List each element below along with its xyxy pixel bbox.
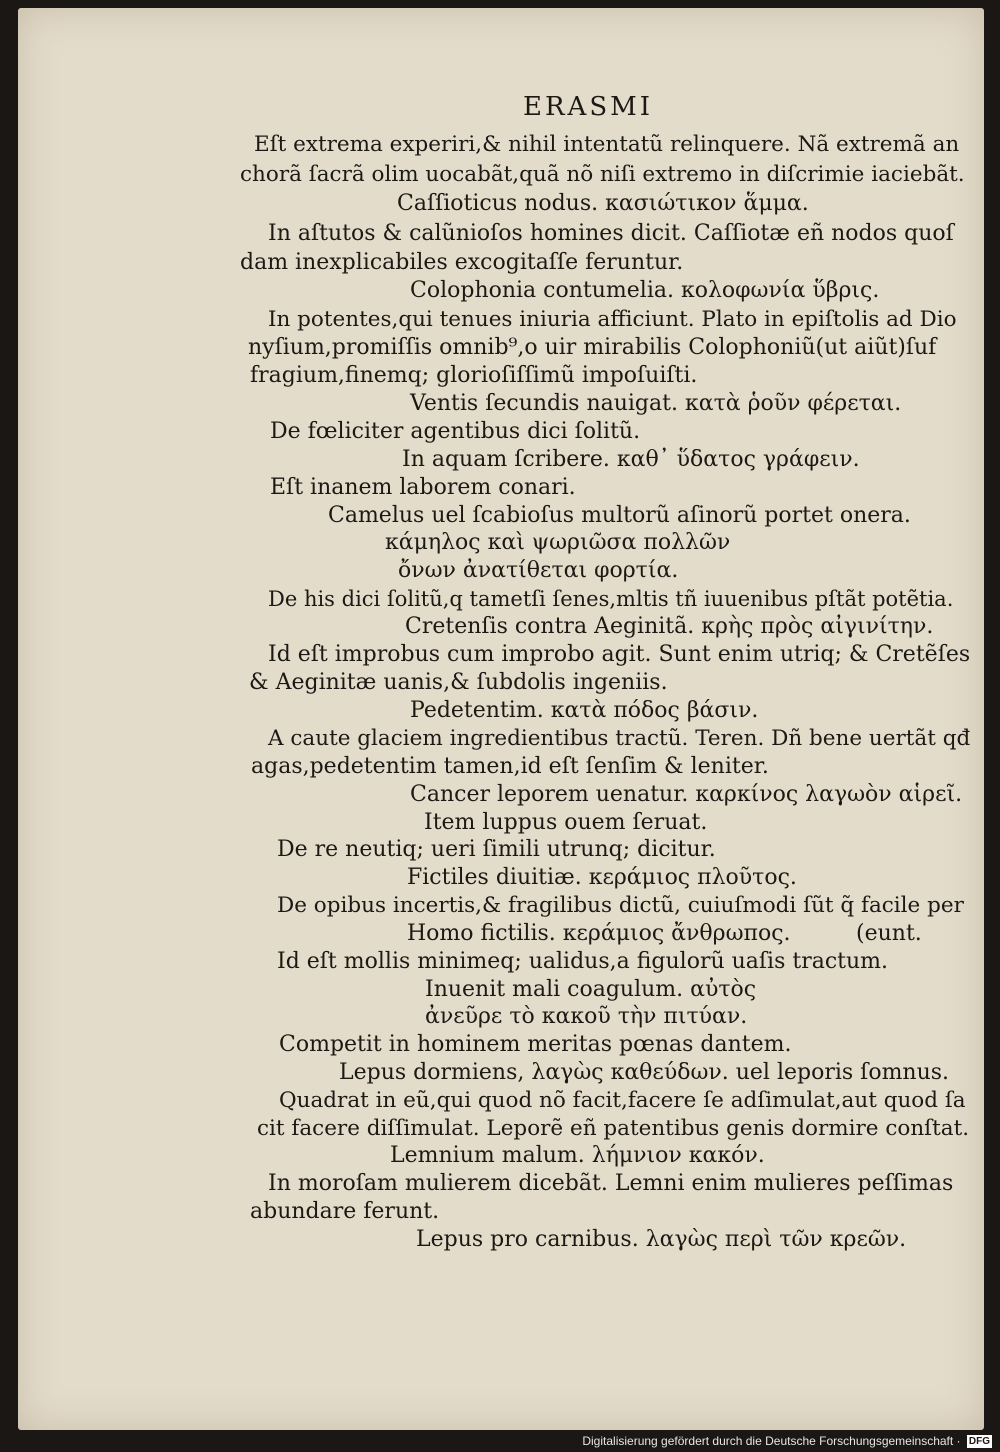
- text-line: De opibus incertis,& fragilibus dictũ, cuiuſmodi ſũt q̃ facile per: [277, 893, 964, 918]
- text-line: A caute glaciem ingredientibus tractũ. Teren. Dñ bene uertãt qđ: [268, 726, 971, 751]
- text-line: Colophonia contumelia. κολοφωνία ὕβρις.: [410, 278, 880, 303]
- text-line: Competit in hominem meritas pœnas dantem.: [279, 1032, 792, 1057]
- text-line: Homo fictilis. κεράμιος ἄνθρωπος.: [407, 921, 791, 946]
- text-line: Cancer leporem uenatur. καρκίνος λαγωὸν αἱρεῖ.: [410, 782, 963, 807]
- text-line: Eſt inanem laborem conari.: [270, 475, 576, 500]
- text-line: Cretenſis contra Aeginitã. κρὴς πρὸς αἰγινίτην.: [405, 614, 934, 639]
- text-line: Fictiles diuitiæ. κεράμιος πλοῦτος.: [407, 865, 797, 890]
- text-line: In potentes,qui tenues iniuria afficiunt. Plato in epiſtolis ad Dio: [268, 307, 957, 332]
- text-line: Camelus uel ſcabioſus multorũ aſinorũ portet onera.: [328, 503, 911, 528]
- text-line: nyſium,promiſſis omnib⁹,o uir mirabilis Colophoniũ(ut aiũt)ſuf: [248, 335, 937, 360]
- text-line: De his dici ſolitũ,q tametſi ſenes,mltis tñ iuuenibus pſtãt potẽtia.: [268, 587, 954, 611]
- text-line: De re neutiq; ueri ſimili utrunq; dicitur.: [277, 837, 716, 862]
- text-line: Ventis ſecundis nauigat. κατὰ ῥοῦν φέρεται.: [410, 391, 902, 416]
- text-line: Inuenit mali coagulum. αὐτὸς: [425, 977, 757, 1002]
- text-line: (eunt.: [856, 921, 922, 946]
- text-line: Eſt extrema experiri,& nihil intentatũ relinquere. Nã extremã an: [254, 132, 960, 157]
- text-line: De fœliciter agentibus dici ſolitũ.: [270, 419, 641, 444]
- text-line: & Aeginitæ uanis,& ſubdolis ingeniis.: [249, 670, 668, 695]
- text-line: Id eſt improbus cum improbo agit. Sunt enim utriq; & Cretẽſes: [268, 642, 971, 667]
- text-line: fragium,finemq; glorioſiſſimũ impoſuiſti.: [250, 363, 698, 388]
- text-line: In aquam ſcribere. καθ᾽ ὕδατος γράφειν.: [402, 447, 860, 472]
- digitization-credit: Digitalisierung gefördert durch die Deutsche Forschungsgemeinschaft · DFG: [582, 1434, 990, 1448]
- text-line: dam inexplicabiles excogitaſſe feruntur.: [240, 250, 684, 275]
- dfg-logo: DFG: [968, 1436, 990, 1448]
- text-line: In moroſam mulierem dicebãt. Lemni enim mulieres peſſimas: [268, 1171, 954, 1196]
- text-line: Lepus pro carnibus. λαγὼς περὶ τῶν κρεῶν.: [416, 1227, 907, 1252]
- text-line: ὄνων ἀνατίθεται φορτία.: [398, 558, 679, 583]
- text-line: Quadrat in eũ,qui quod nõ facit,facere ſe adſimulat,aut quod ſa: [279, 1088, 966, 1113]
- text-line: Item luppus ouem ſeruat.: [424, 810, 708, 835]
- text-line: Lemnium malum. λήμνιον κακόν.: [390, 1143, 765, 1168]
- text-line: agas,pedetentim tamen,id eſt ſenſim & leniter.: [251, 754, 769, 779]
- text-line: Pedetentim. κατὰ πόδος βάσιν.: [410, 698, 759, 723]
- book-page: [18, 8, 984, 1430]
- running-title: ERASMI: [523, 92, 654, 122]
- text-line: ἀνεῦρε τὸ κακοῦ τὴν πιτύαν.: [425, 1004, 748, 1029]
- text-line: κάμηλος καὶ ψωριῶσα πολλῶν: [385, 530, 731, 555]
- text-line: Id eſt mollis minimeq; ualidus,a figulorũ uaſis tractum.: [277, 949, 889, 974]
- text-line: Lepus dormiens, λαγὼς καθεύδων. uel leporis ſomnus.: [339, 1060, 950, 1085]
- text-line: Caſſioticus nodus. κασιώτικον ἅμμα.: [397, 191, 809, 216]
- credit-text: Digitalisierung gefördert durch die Deutsche Forschungsgemeinschaft: [582, 1434, 954, 1448]
- text-line: In aſtutos & calũnioſos homines dicit. Caſſiotæ eñ nodos quoſ: [268, 221, 954, 246]
- text-line: cit facere diſſimulat. Leporẽ eñ patentibus genis dormire conſtat.: [257, 1116, 970, 1141]
- text-line: abundare ferunt.: [250, 1199, 440, 1224]
- text-line: chorã ſacrã olim uocabãt,quã nõ niſi extremo in diſcrimie iaciebãt.: [240, 162, 965, 187]
